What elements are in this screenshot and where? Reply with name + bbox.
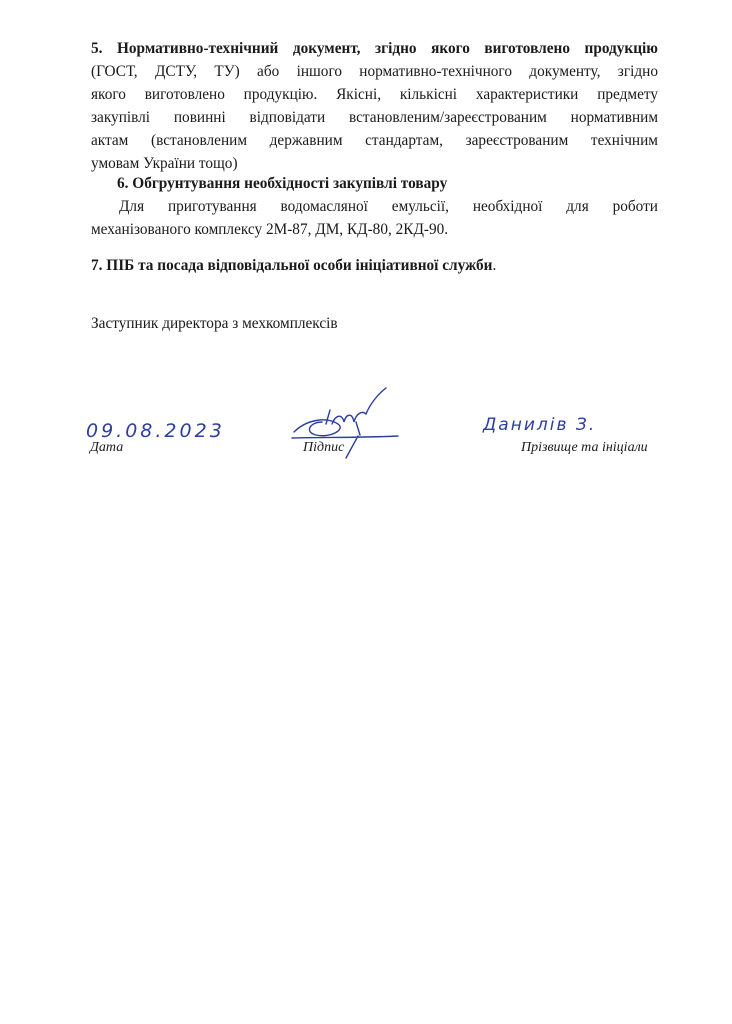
section-5 — [91, 37, 658, 175]
section-5-line: умовам України тощо) — [91, 155, 238, 172]
position-title: Заступник директора з мехкомплексів — [91, 315, 338, 332]
caption-name: Прізвище та ініціали — [521, 440, 648, 455]
section-5-line: актам (встановленим державним стандартам, зареєстрованим технічним — [91, 132, 658, 149]
section-6-heading: 6. Обгрунтування необхідності закупівлі товару — [117, 175, 448, 192]
section-5-heading: 5. Нормативно-технічний документ, згідно якого виготовлено продукцію — [91, 40, 658, 57]
section-6-line: Для приготування водомасляної емульсії, необхідної для роботи — [119, 198, 658, 215]
caption-signature: Підпис — [303, 440, 345, 455]
section-5-line: якого виготовлено продукцію. Якісні, кількісні характеристики предмету — [91, 86, 658, 103]
handwritten-date: 09.08.2023 — [86, 420, 225, 442]
handwritten-name: Данилів З. — [483, 415, 597, 435]
section-6-line: механізованого комплексу 2М-87, ДМ, КД-80, 2КД-90. — [91, 221, 449, 238]
section-5-line: (ГОСТ, ДСТУ, ТУ) або іншого нормативно-технічного документу, згідно — [91, 63, 658, 80]
section-5-line: закупівлі повинні відповідати встановленим/зареєстрованим нормативним — [91, 109, 658, 126]
section-7-period: . — [492, 257, 497, 274]
section-6 — [91, 195, 658, 241]
section-7-heading: 7. ПІБ та посада відповідальної особи ініціативної служби — [91, 257, 493, 274]
caption-date: Дата — [90, 440, 124, 455]
section-7 — [91, 254, 658, 277]
